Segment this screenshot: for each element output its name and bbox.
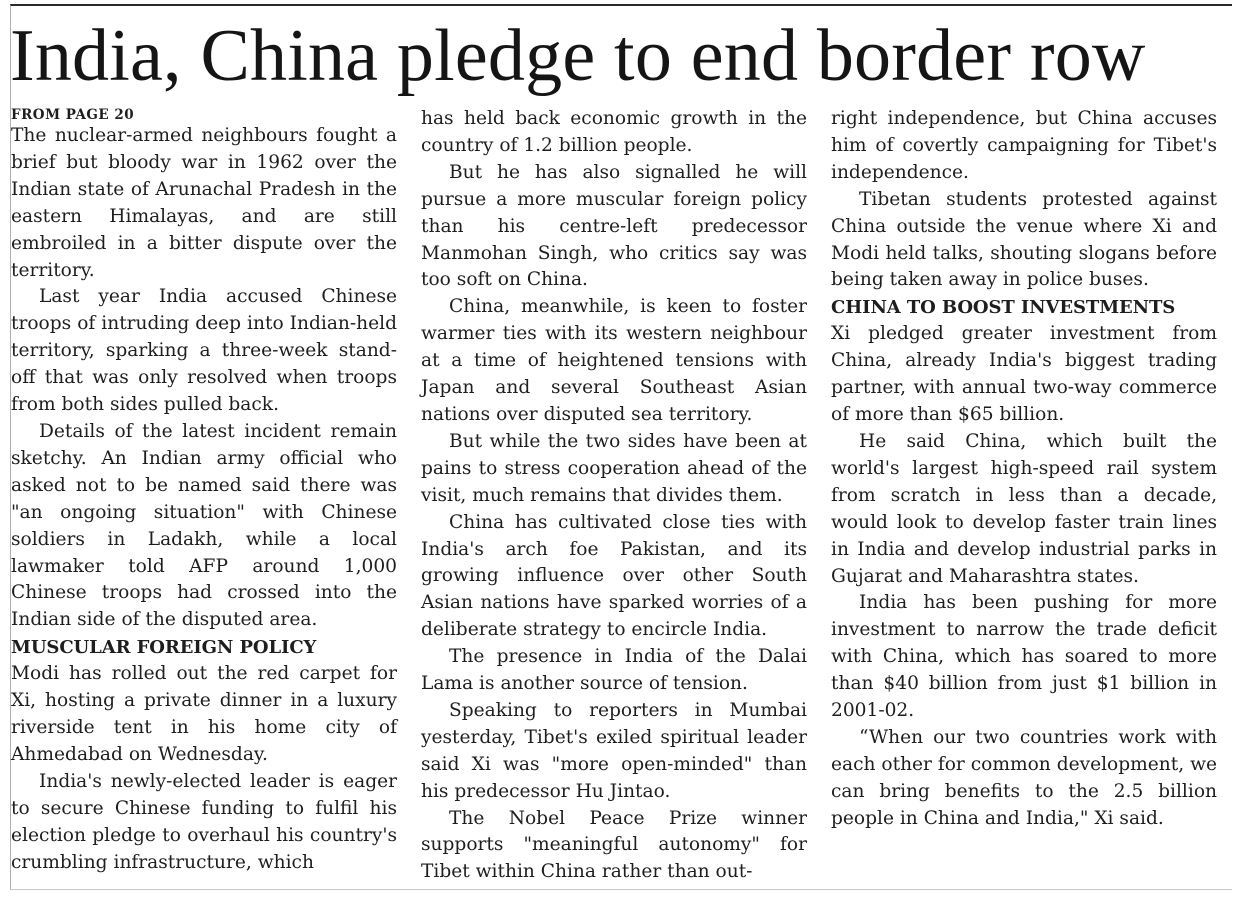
paragraph: Last year India accused Chinese troops of intruding deep into Indian-held territory, sparking a three-week stand-off that was only resolved when troops from both sides pulled back. bbox=[11, 286, 397, 416]
paragraph: Xi pledged greater investment from China, already India's biggest trading partner, with annual two-way commerce of more than $65 billion. bbox=[831, 323, 1217, 426]
paragraph: India has been pushing for more investment to narrow the trade deficit with China, which has soared to more than $40 billion from just $1 billion in 2001-02. bbox=[831, 592, 1217, 722]
paragraph: has held back economic growth in the country of 1.2 billion people. bbox=[421, 108, 807, 156]
subheading: CHINA TO BOOST INVESTMENTS bbox=[831, 297, 1176, 319]
paragraph: right independence, but China accuses him of covertly campaigning for Tibet's independence. bbox=[831, 108, 1217, 183]
paragraph: China has cultivated close ties with India's arch foe Pakistan, and its growing influence over other South Asian nations have sparked worries of a deliberate strategy to encircle India. bbox=[421, 511, 807, 641]
paragraph: Tibetan students protested against China outside the venue where Xi and Modi held talks, shouting slogans before being taken away in police buses. bbox=[831, 188, 1217, 291]
paragraph: Speaking to reporters in Mumbai yesterday, Tibet's exiled spiritual leader said Xi was "more open-minded" than his predecessor Hu Jintao. bbox=[421, 699, 807, 802]
paragraph: But he has also signalled he will pursue a more muscular foreign policy than his centre-left predecessor Manmohan Singh, who critics say was too soft on China. bbox=[421, 161, 807, 291]
paragraph: The Nobel Peace Prize winner supports "meaningful autonomy" for Tibet within China rather than out- bbox=[421, 807, 807, 883]
paragraph: China, meanwhile, is keen to foster warmer ties with its western neighbour at a time of heightened tensions with Japan and several Southeast Asian nations over disputed sea territory. bbox=[421, 296, 807, 425]
article-column-1 bbox=[11, 106, 397, 876]
paragraph: The presence in India of the Dalai Lama is another source of tension. bbox=[421, 646, 807, 695]
paragraph: Details of the latest incident remain sketchy. An Indian army official who asked not to be named said there was "an ongoing situation" with Chinese soldiers in Ladakh, while a local lawmaker told AFP around 1,000 Chinese troops had crossed into the Indian side of the disputed area. bbox=[11, 420, 397, 631]
subheading: MUSCULAR FOREIGN POLICY bbox=[11, 637, 317, 659]
paragraph: The nuclear-armed neighbours fought a brief but bloody war in 1962 over the Indian state of Arunachal Pradesh in the eastern Himalayas, and are still embroiled in a bitter dispute over the territory. bbox=[11, 125, 397, 281]
paragraph: India's newly-elected leader is eager to secure Chinese funding to fulfil his election pledge to overhaul his country's crumbling infrastructure, which bbox=[11, 770, 397, 873]
article-column-2 bbox=[421, 106, 807, 886]
paragraph: Modi has rolled out the red carpet for Xi, hosting a private dinner in a luxury riverside tent in his home city of Ahmedabad on Wednesday. bbox=[11, 663, 397, 765]
headline: India, China pledge to end border row bbox=[10, 15, 1146, 97]
jump-line: FROM PAGE 20 bbox=[11, 107, 135, 123]
article-column-3 bbox=[831, 106, 1217, 833]
paragraph: “When our two countries work with each other for common development, we can bring benefits to the 2.5 billion people in China and India," Xi said. bbox=[831, 726, 1217, 829]
paragraph: He said China, which built the world's largest high-speed rail system from scratch in less than a decade, would look to develop faster train lines in India and develop industrial parks in Gujarat and Maharashtra states. bbox=[831, 430, 1217, 587]
paragraph: But while the two sides have been at pains to stress cooperation ahead of the visit, much remains that divides them. bbox=[421, 430, 807, 506]
